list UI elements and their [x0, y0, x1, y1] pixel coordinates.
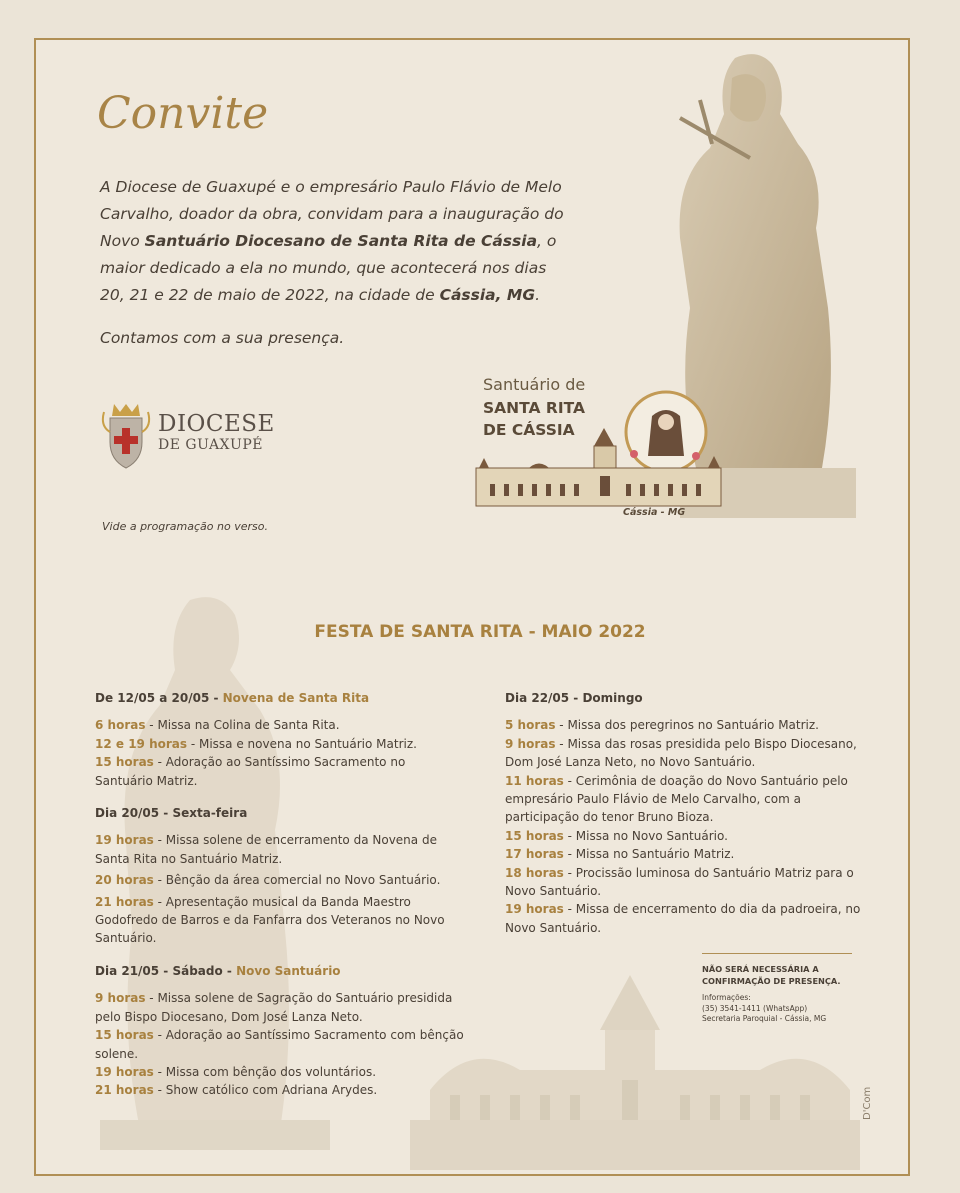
schedule-item [505, 864, 865, 901]
heading-highlight: Novena de Santa Rita [222, 691, 370, 705]
intro-end: . [535, 286, 541, 304]
schedule-left-column [95, 689, 465, 1114]
schedule-section [95, 804, 465, 948]
invite-title: Convite [97, 88, 269, 139]
invite-intro [100, 174, 570, 309]
diocese-line1: DIOCESE [158, 411, 275, 437]
schedule-item [95, 735, 465, 753]
item-text: - Missa na Colina de Santa Rita. [145, 718, 340, 733]
item-hour: 19 horas [505, 902, 564, 917]
vide-programacao: Vide a programação no verso. [102, 520, 268, 533]
section-heading [95, 804, 465, 822]
item-hour: 9 horas [95, 991, 146, 1006]
santuario-label-1: Santuário de [483, 375, 586, 394]
item-text: - Missa com bênção dos voluntários. [153, 1064, 377, 1079]
section-heading [95, 962, 465, 980]
schedule-item [95, 716, 465, 734]
item-text: - Missa no Santuário Matriz. [563, 847, 735, 862]
schedule-item [95, 989, 465, 1026]
heading-text: Dia 21/05 - Sábado - [95, 963, 237, 978]
notice-box [702, 953, 852, 1025]
item-hour: 18 horas [505, 865, 564, 880]
schedule-item [505, 845, 865, 863]
notice-office: Secretaria Paroquial - Cássia, MG [702, 1014, 827, 1023]
schedule-item [95, 893, 465, 948]
item-text: - Missa e novena no Santuário Matriz. [187, 736, 417, 751]
section-heading [95, 689, 465, 707]
section-heading: Dia 22/05 - Domingo [505, 691, 643, 705]
schedule-item [505, 716, 865, 734]
diocese-name [158, 411, 275, 453]
item-hour: 15 horas [505, 828, 564, 843]
item-hour: 21 horas [95, 894, 154, 909]
item-text: - Bênção da área comercial no Novo Santuário. [153, 873, 441, 888]
item-hour: 17 horas [505, 847, 564, 862]
item-hour: 5 horas [505, 718, 556, 733]
item-text: - Missa no Novo Santuário. [563, 828, 728, 843]
item-text: - Procissão luminosa do Santuário Matriz para o Novo Santuário. [505, 865, 854, 899]
item-text: - Missa dos peregrinos no Santuário Matriz. [555, 718, 819, 733]
schedule-section [95, 962, 465, 1100]
item-hour: 15 horas [95, 1028, 154, 1043]
item-hour: 9 horas [505, 736, 556, 751]
item-text: - Apresentação musical da Banda Maestro Godofredo de Barros e da Fanfarra dos Veteranos no Novo Santuário. [95, 894, 445, 946]
schedule-item [505, 827, 865, 845]
item-text: - Adoração ao Santíssimo Sacramento com bênção solene. [95, 1028, 464, 1061]
schedule-section [505, 689, 865, 937]
festa-title: FESTA DE SANTA RITA - MAIO 2022 [314, 622, 646, 642]
schedule-item [505, 735, 865, 772]
schedule-section [95, 689, 465, 790]
item-hour: 6 horas [95, 718, 146, 733]
item-text: - Show católico com Adriana Arydes. [153, 1083, 378, 1098]
santuario-emblem [474, 376, 724, 521]
santuario-city: Cássia - MG [623, 507, 686, 518]
diocese-line2: DE GUAXUPÉ [158, 437, 263, 453]
schedule-item [505, 772, 865, 827]
intro-santuario-name: Santuário Diocesano de Santa Rita de Cássia [144, 232, 538, 250]
schedule-right-column [505, 689, 865, 951]
schedule-item [95, 1081, 465, 1099]
schedule-item [95, 753, 465, 790]
item-text: - Missa solene de encerramento da Novena de Santa Rita no Santuário Matriz. [95, 833, 437, 866]
item-hour: 15 horas [95, 755, 154, 770]
item-hour: 11 horas [505, 773, 564, 788]
notice-info-label: Informações: [702, 993, 751, 1002]
schedule-item [95, 1063, 465, 1081]
santuario-label-3: DE CÁSSIA [483, 421, 575, 439]
item-hour: 12 e 19 horas [95, 736, 188, 751]
heading-highlight: Novo Santuário [236, 963, 341, 978]
notice-phone: (35) 3541-1411 (WhatsApp) [702, 1003, 808, 1013]
item-hour: 20 horas [95, 873, 154, 888]
heading-text: Dia 20/05 - Sexta-feira [95, 806, 248, 821]
item-text: - Missa de encerramento do dia da padroeira, no Novo Santuário. [505, 902, 861, 935]
schedule-item [95, 871, 465, 889]
item-text: - Missa das rosas presidida pelo Bispo Diocesano, Dom José Lanza Neto, no Novo Santuário. [505, 736, 857, 770]
item-text: - Adoração ao Santíssimo Sacramento no Santuário Matriz. [95, 755, 406, 788]
schedule-item [95, 1026, 465, 1063]
item-text: - Missa solene de Sagração do Santuário presidida pelo Bispo Diocesano, Dom José Lanza Neto. [95, 991, 453, 1024]
intro-city: Cássia, MG [439, 286, 536, 304]
item-text: - Cerimônia de doação do Novo Santuário pelo empresário Paulo Flávio de Melo Carvalho, com a participação do tenor Bruno Bioza. [505, 773, 848, 825]
item-hour: 21 horas [95, 1083, 154, 1098]
intro-text-2: , o maior dedicado a ela no mundo, que acontecerá nos dias 20, 21 e 22 de maio de 2022, na cidade de [100, 232, 557, 304]
schedule-item [95, 831, 465, 868]
intro-text: A Diocese de Guaxupé e o empresário Paulo Flávio de Melo Carvalho, doador da obra, convidam para a inauguração do Novo [100, 178, 564, 250]
schedule-item [505, 900, 865, 937]
credit-mark: D'Com [862, 1086, 873, 1120]
presence-text: Contamos com a sua presença. [100, 329, 345, 347]
notice-bold: NÃO SERÁ NECESSÁRIA A CONFIRMAÇÃO DE PRESENÇA. [702, 964, 841, 986]
item-hour: 19 horas [95, 1064, 154, 1079]
heading-text: De 12/05 a 20/05 - [95, 691, 223, 705]
item-hour: 19 horas [95, 833, 154, 848]
santuario-label-2: SANTA RITA [483, 399, 585, 417]
